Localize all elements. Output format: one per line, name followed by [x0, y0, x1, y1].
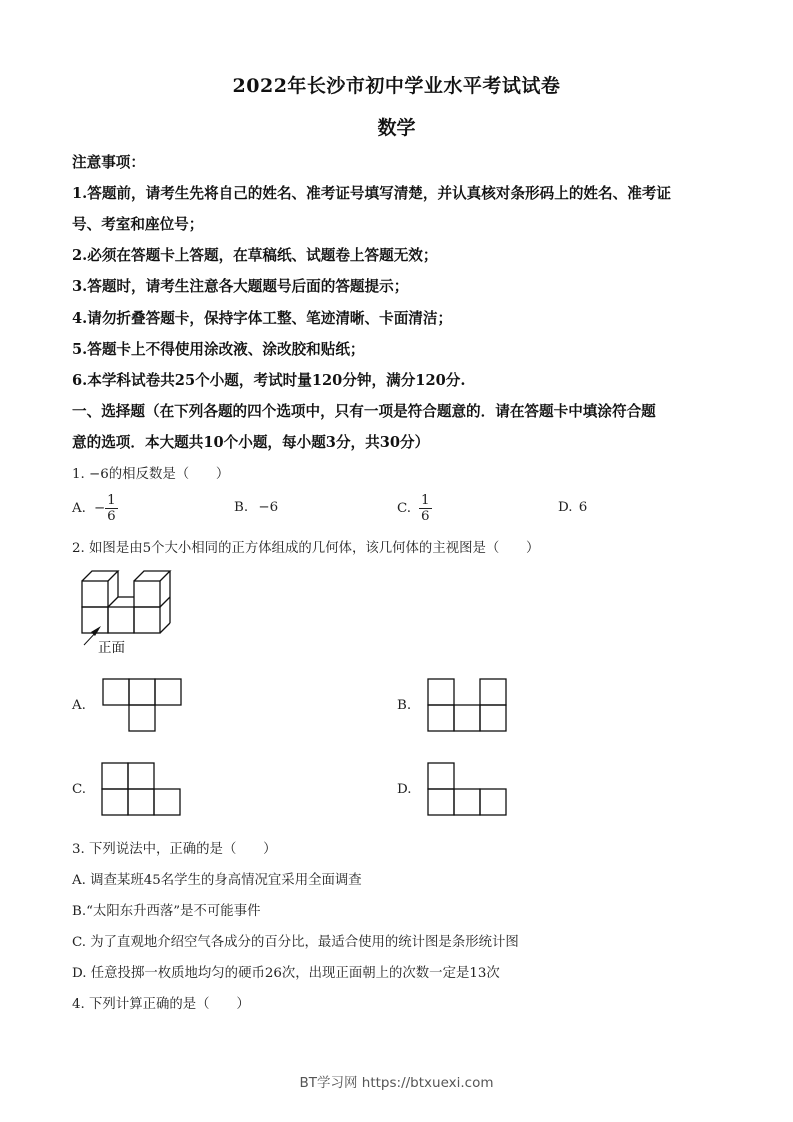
question-2-stem: 2. 如图是由5个大小相同的正方体组成的几何体，该几何体的主视图是（ ） [72, 541, 540, 556]
exam-subject: 数学 [377, 117, 416, 139]
question-2-option-b-label: B. [397, 698, 412, 713]
option-d-value: 6 [578, 500, 588, 515]
footer-watermark: BT学习网 https://btxuexi.com [299, 1075, 494, 1091]
option-a-sign: − [93, 501, 106, 516]
front-view-label: 正面 [98, 640, 125, 656]
option-c-label: C. [397, 501, 412, 516]
question-3-option-d: D. 任意投掷一枚质地均匀的硬币26次，出现正面朝上的次数一定是13次 [72, 966, 500, 981]
notice-item-5: 5.答题卡上不得使用涂改液、涂改胶和贴纸； [72, 341, 365, 358]
notice-item-4: 4.请勿折叠答题卡，保持字体工整、笔迹清晰、卡面清洁； [72, 310, 453, 327]
question-2-option-c-label: C. [72, 782, 87, 797]
option-d-label: D. [558, 500, 573, 515]
notice-heading: 注意事项： [72, 154, 145, 171]
section-heading-line2: 意的选项．本大题共10个小题，每小题3分，共30分） [72, 434, 430, 451]
question-2-option-a-label: A. [72, 698, 86, 713]
exam-title: 2022年长沙市初中学业水平考试试卷 [232, 75, 561, 97]
option-b-value: −6 [258, 500, 279, 515]
option-b-label: B. [234, 500, 249, 515]
question-3-option-b: B.“太阳东升西落”是不可能事件 [72, 904, 261, 919]
question-3-stem: 3. 下列说法中，正确的是（ ） [72, 842, 277, 857]
notice-item-3: 3.答题时，请考生注意各大题题号后面的答题提示； [72, 278, 409, 295]
option-c-fraction: $\frac{1}{6}$ [421, 493, 430, 524]
question-2-option-d-label: D. [397, 782, 412, 797]
option-a-label: A. [72, 501, 86, 516]
question-3-option-a: A. 调查某班45名学生的身高情况宜采用全面调查 [72, 873, 362, 888]
question-4-stem: 4. 下列计算正确的是（ ） [72, 997, 250, 1012]
notice-item-1: 1.答题前，请考生先将自己的姓名、准考证号填写清楚，并认真核对条形码上的姓名、准考证 [72, 185, 671, 202]
section-heading-line1: 一、选择题（在下列各题的四个选项中，只有一项是符合题意的．请在答题卡中填涂符合题 [72, 403, 656, 420]
question-3-option-c: C. 为了直观地介绍空气各成分的百分比，最适合使用的统计图是条形统计图 [72, 935, 519, 950]
notice-item-1-cont: 号、考室和座位号； [72, 216, 204, 233]
option-a-fraction: $\frac{1}{6}$ [107, 493, 116, 524]
notice-item-6: 6.本学科试卷共25个小题，考试时量120分钟，满分120分. [72, 372, 466, 389]
notice-item-2: 2.必须在答题卡上答题，在草稿纸、试题卷上答题无效； [72, 247, 438, 264]
question-1-stem: 1. −6的相反数是（ ） [72, 467, 230, 482]
